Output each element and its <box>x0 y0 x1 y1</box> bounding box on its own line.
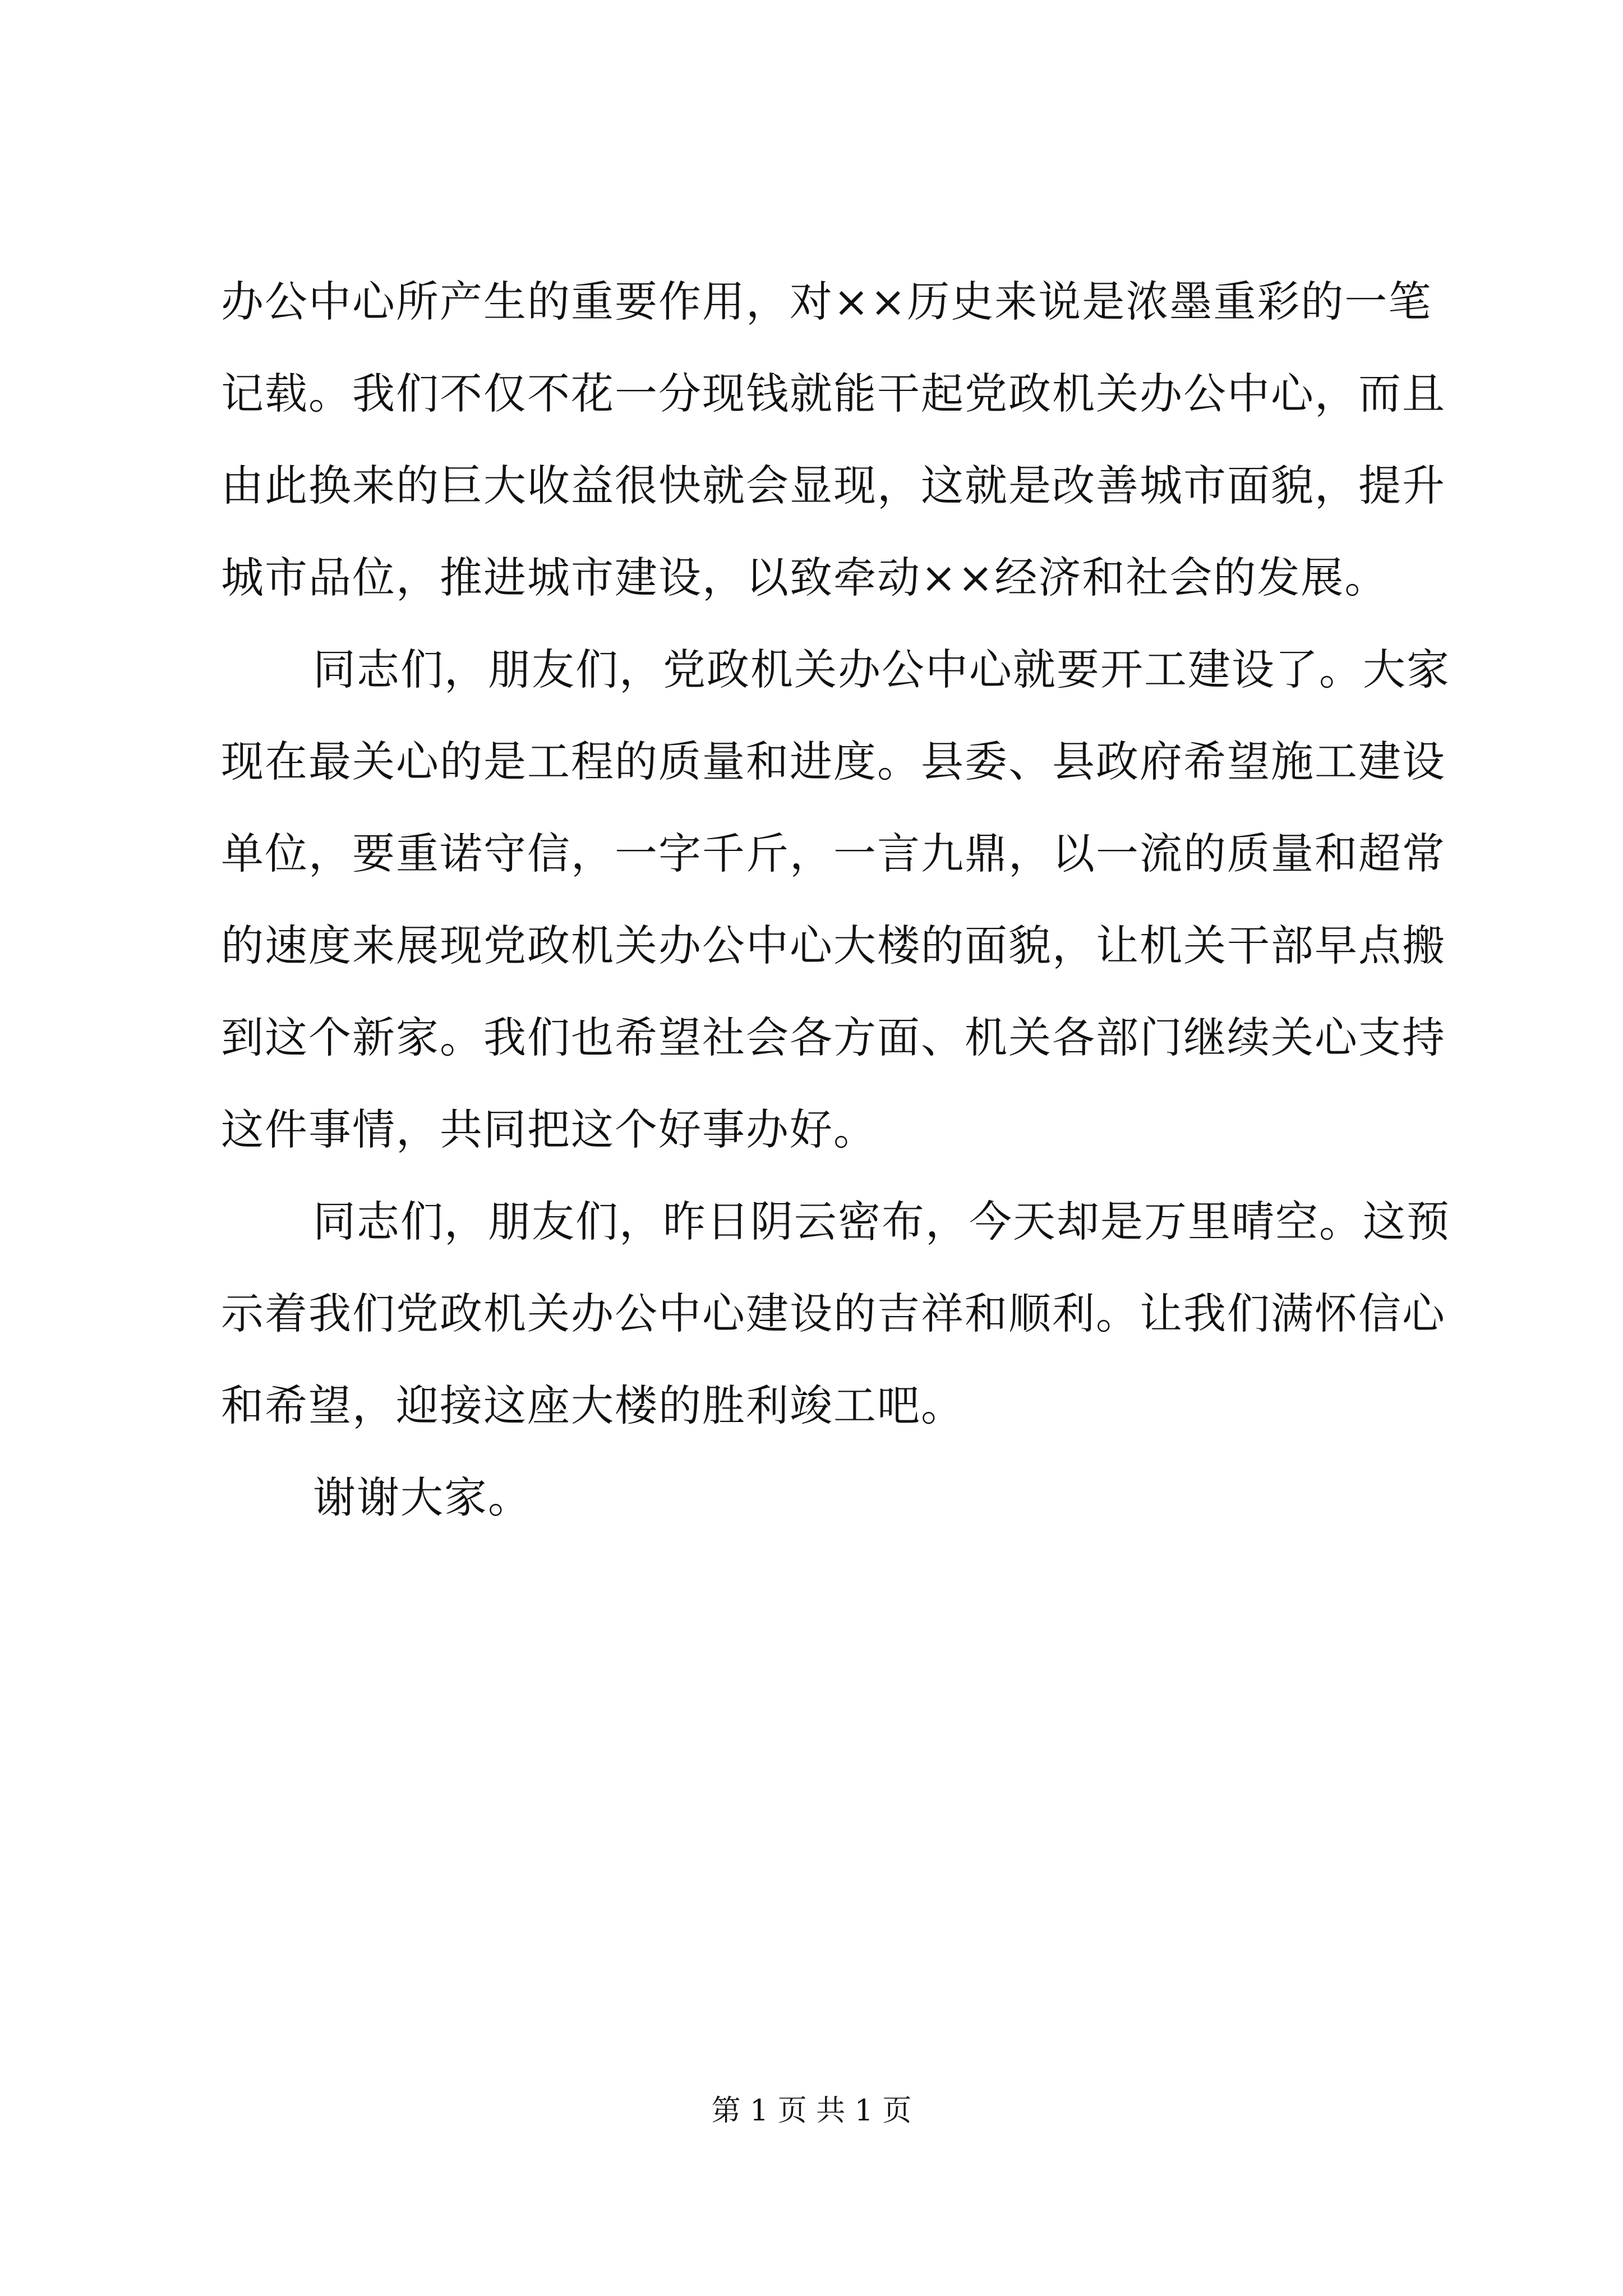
paragraph-line: 同志们，朋友们，昨日阴云密布，今天却是万里晴空。这预 <box>313 1197 1450 1246</box>
paragraph-line: 现在最关心的是工程的质量和进度。县委、县政府希望施工建设 <box>221 737 1446 786</box>
paragraph-line: 到这个新家。我们也希望社会各方面、机关各部门继续关心支持 <box>221 1013 1446 1062</box>
document-body <box>221 256 1450 1544</box>
paragraph-line: 谢谢大家。 <box>313 1473 532 1522</box>
paragraph-line: 和希望，迎接这座大楼的胜利竣工吧。 <box>221 1381 965 1430</box>
paragraph-line: 这件事情，共同把这个好事办好。 <box>221 1105 877 1154</box>
paragraph-line: 城市品位，推进城市建设，以致牵动××经济和社会的发展。 <box>221 553 1389 602</box>
paragraph-line: 由此换来的巨大收益很快就会显现，这就是改善城市面貌，提升 <box>221 461 1446 510</box>
paragraph-line: 记载。我们不仅不花一分现钱就能干起党政机关办公中心，而且 <box>221 369 1446 418</box>
paragraph-line: 示着我们党政机关办公中心建设的吉祥和顺利。让我们满怀信心 <box>221 1289 1446 1338</box>
paragraph-line: 办公中心所产生的重要作用，对××历史来说是浓墨重彩的一笔 <box>221 277 1432 326</box>
paragraph-line: 单位，要重诺守信，一字千斤，一言九鼎，以一流的质量和超常 <box>221 829 1446 878</box>
paragraph-line: 的速度来展现党政机关办公中心大楼的面貌，让机关干部早点搬 <box>221 921 1446 970</box>
page-number-footer: 第 1 页 共 1 页 <box>711 2094 912 2128</box>
paragraph-line: 同志们，朋友们，党政机关办公中心就要开工建设了。大家 <box>313 645 1450 694</box>
